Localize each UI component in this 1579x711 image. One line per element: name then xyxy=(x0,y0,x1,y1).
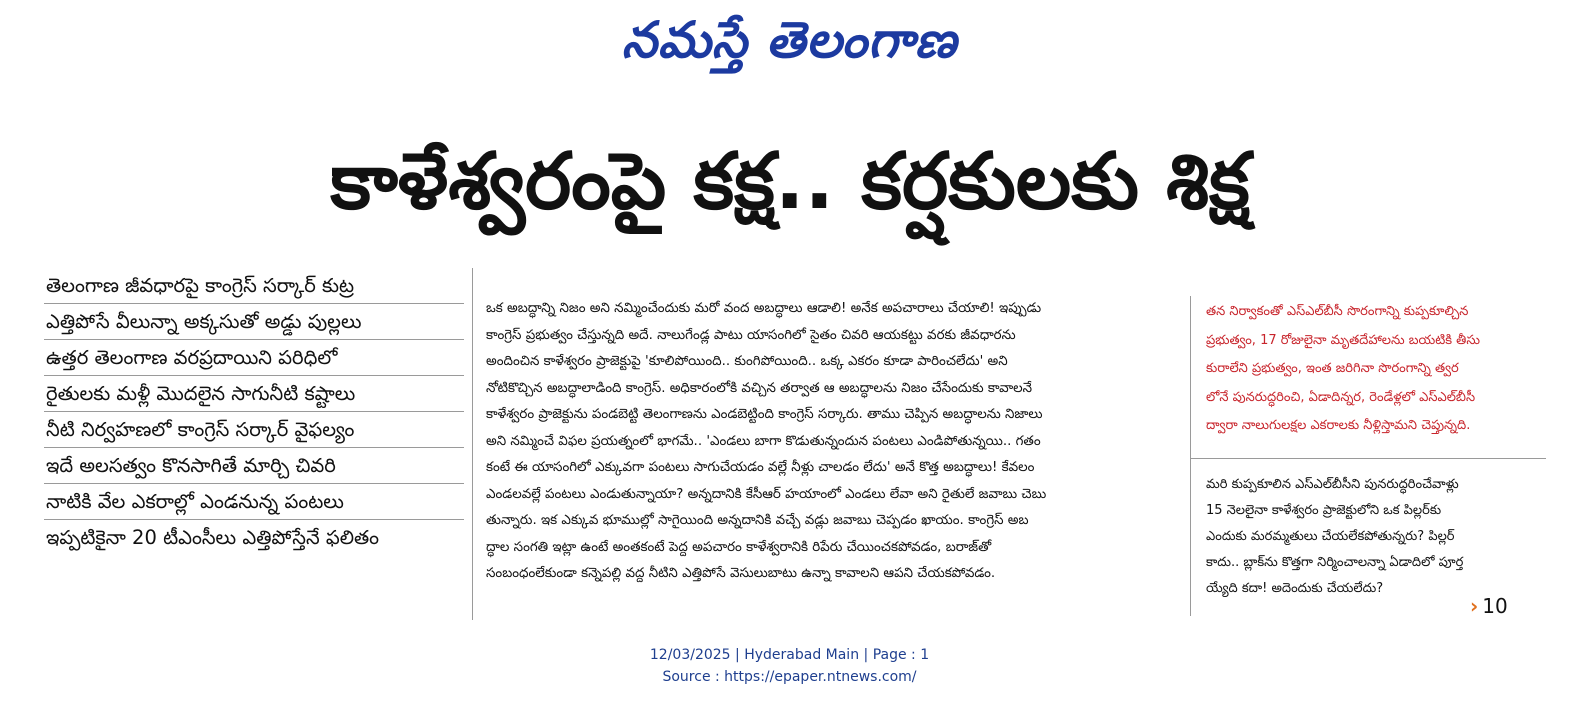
highlight-line: తెలంగాణ జీవధారపై కాంగ్రెస్ సర్కార్ కుట్ర xyxy=(44,268,464,304)
sidebar-line: ఎందుకు మరమ్మతులు చేయలేకపోతున్నరు? పిల్లర్ xyxy=(1206,529,1455,544)
column-divider xyxy=(1190,296,1191,616)
sidebar-question xyxy=(1206,472,1546,602)
source-link[interactable]: Source : https://epaper.ntnews.com/ xyxy=(662,669,917,685)
column-divider xyxy=(472,268,473,620)
sidebar-line: య్యేది కదా! అదెందుకు చేయలేదు? xyxy=(1206,581,1384,596)
continued-page-number: 10 xyxy=(1482,594,1508,618)
article-line: అందించిన కాళేశ్వరం ప్రాజెక్టుపై 'కూలిపోయింది.. కుంగిపోయింది.. ఒక్క ఎకరం కూడా పారించలేదు' అని xyxy=(486,354,1008,369)
article-line: కాంగ్రెస్ ప్రభుత్వం చేస్తున్నది అదే. నాలుగేండ్ల పాటు యాసంగిలో సైతం చివరి ఆయకట్టు వరకు జీవధారను xyxy=(486,327,1016,343)
article-line: ఒక అబద్ధాన్ని నిజం అని నమ్మించేందుకు మరో వంద అబద్ధాలు ఆడాలి! అనేక అపచారాలు చేయాలి! ఇప్పుడు xyxy=(486,301,1042,316)
sidebar-line: ద్వారా నాలుగులక్షల ఎకరాలకు నీళ్లిస్తామని చెప్తున్నది. xyxy=(1206,418,1471,433)
article-line: సంబంధంలేకుండా కన్నెపల్లి వద్ద నీటిని ఎత్తిపోసే వెసులుబాటు ఉన్నా కావాలని ఆపని చేయకపోవడం. xyxy=(486,566,996,581)
sidebar-highlight xyxy=(1206,298,1546,441)
highlight-line: ఎత్తిపోసే వీలున్నా అక్కసుతో అడ్డు పుల్లలు xyxy=(44,304,464,340)
article-line: నోటికొచ్చిన అబద్ధాలాడింది కాంగ్రెస్. అధికారంలోకి వచ్చిన తర్వాత ఆ అబద్ధాలను నిజం చేసేందుకు కావాలనే xyxy=(486,380,1032,396)
sidebar-divider xyxy=(1190,458,1546,459)
sidebar-line: ప్రభుత్వం, 17 రోజులైనా మృతదేహాలను బయటికి తీసు xyxy=(1206,332,1480,348)
highlight-line: నీటి నిర్వహణలో కాంగ్రెస్ సర్కార్ వైఫల్యం xyxy=(44,412,464,448)
masthead-logo: నమస్తే తెలంగాణ xyxy=(621,11,958,69)
highlight-line: నాటికి వేల ఎకరాల్లో ఎండనున్న పంటలు xyxy=(44,484,464,520)
article-body xyxy=(486,296,1178,588)
article-line: అని నమ్మించే విఫల ప్రయత్నంలో భాగమే.. 'ఎండలు బాగా కొడుతున్నందున పంటలు ఎండిపోతున్నయి.. గతం xyxy=(486,433,1041,449)
article-line: కంటే ఈ యాసంగిలో ఎక్కువగా పంటలు సాగుచేయడం వల్లే నీళ్లు చాలడం లేదు' అనే కొత్త అబద్ధాలు! కేవలం xyxy=(486,460,1035,475)
footer xyxy=(0,644,1579,688)
chevron-right-icon: › xyxy=(1470,594,1479,618)
continued-page-link[interactable] xyxy=(1470,592,1508,620)
highlight-line: ఇదే అలసత్వం కొనసాగితే మార్చి చివరి xyxy=(44,448,464,484)
sidebar-line: మరి కుప్పకూలిన ఎస్‌ఎల్‌బీసీని పునరుద్ధరించేవాళ్లు xyxy=(1206,477,1459,492)
highlight-line: రైతులకు మళ్లీ మొదలైన సాగునీటి కష్టాలు xyxy=(44,376,464,412)
article-line: కాళేశ్వరం ప్రాజెక్టును పండబెట్టి తెలంగాణను ఎండబెట్టింది కాంగ్రెస్ సర్కారు. తాము చెప్పిన అబద్ధాలను నిజాలు xyxy=(486,407,1043,422)
highlight-line: ఇప్పటికైనా 20 టీఎంసీలు ఎత్తిపోస్తేనే ఫలితం xyxy=(46,526,380,549)
article-line: ఎండలవల్లే పంటలు ఎండుతున్నాయా? అన్నదానికి కేసీఆర్ హయాంలో ఎండలు లేవా అని రైతులే జవాబు చెబు xyxy=(486,486,1047,502)
edition-info: 12/03/2025 | Hyderabad Main | Page : 1 xyxy=(649,647,930,663)
article-line: ద్ధాల సంగతి ఇట్లా ఉంటే అంతకంటే పెద్ద అపచారం కాళేశ్వరానికి రిపేరు చేయించకపోవడం, బరాజ్‌తో xyxy=(486,539,992,555)
sidebar-line: కాదు.. బ్లాక్‌ను కొత్తగా నిర్మించాలన్నా ఏడాదిలో పూర్త xyxy=(1206,555,1464,570)
left-column-highlights xyxy=(44,268,464,555)
headline: కాళేశ్వరంపై కక్ష.. కర్షకులకు శిక్ష xyxy=(330,137,1250,227)
sidebar-line: కురాలేని ప్రభుత్వం, ఇంత జరిగినా సొరంగాన్ని త్వర xyxy=(1206,361,1459,376)
sidebar-line: 15 నెలలైనా కాళేశ్వరం ప్రాజెక్టులోని ఒక పిల్లర్‌కు xyxy=(1206,503,1442,518)
article-line: తున్నారు. ఇక ఎక్కువ భూముల్లో సాగైయింది అన్నదానికి వచ్చే వడ్లు జవాబు చెప్పడం ఖాయం. కాంగ్రెస్ అబ xyxy=(486,513,1029,528)
sidebar-line: లోనే పునరుద్ధరించి, ఏడాదిన్నర, రెండేళ్లలో ఎస్‌ఎల్‌బీసీ xyxy=(1206,389,1476,405)
highlight-line: ఉత్తర తెలంగాణ వరప్రదాయిని పరిధిలో xyxy=(44,340,464,376)
sidebar-line: తన నిర్వాకంతో ఎస్‌ఎల్‌బీసీ సొరంగాన్ని కుప్పకూల్చిన xyxy=(1206,304,1469,319)
